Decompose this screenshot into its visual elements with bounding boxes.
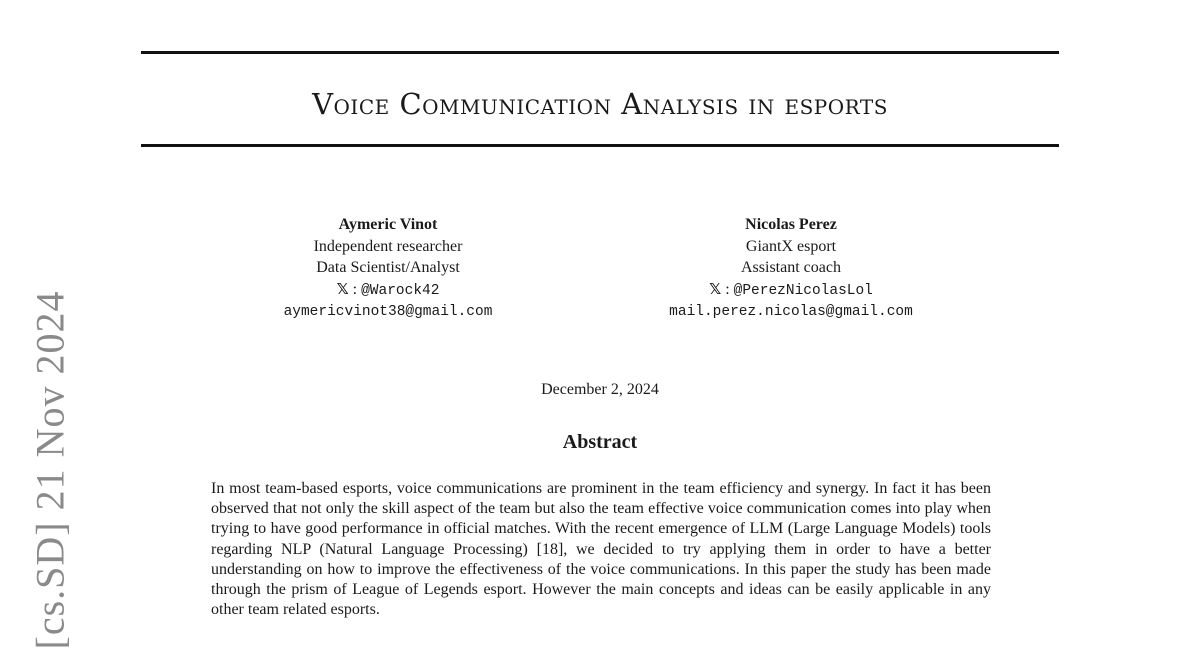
author-name: Aymeric Vinot (338, 216, 438, 233)
x-logo-icon: 𝕏 (709, 279, 722, 298)
author-email[interactable]: mail.perez.nicolas@gmail.com (669, 304, 913, 320)
paper-date: December 2, 2024 (541, 381, 659, 398)
abstract-body: In most team-based esports, voice communications are prominent in the team efficiency and synergy. In fact it has been observed that not only the skill aspect of the team but also the team effective voice communication comes into play when trying to have good performance in official matches. With the recent emergence of LLM (Large Language Models) tools regarding NLP (Natural Language Processing) [18], we decided to try applying them in order to have a better understanding on how to improve the effectiveness of the voice communications. In this paper the study has been made through the prism of League of Legends esport. However the main concepts and ideas can be easily applicable in any other team related esports. (211, 480, 991, 619)
x-separator: : (348, 280, 362, 298)
author-x-line (198, 279, 578, 303)
paper-title: Voice Communication Analysis in esports (312, 87, 888, 121)
x-logo-icon: 𝕏 (336, 279, 349, 298)
x-separator: : (721, 280, 734, 298)
author-block (198, 214, 578, 324)
author-name: Nicolas Perez (745, 216, 837, 233)
abstract-heading: Abstract (562, 431, 638, 453)
author-x-line (601, 279, 981, 303)
title-rule-bottom (141, 144, 1059, 147)
author-x-handle[interactable]: @PerezNicolasLol (733, 282, 873, 299)
title-rule-top (141, 51, 1059, 54)
author-x-handle[interactable]: @Warock42 (361, 282, 440, 299)
author-block (601, 214, 981, 324)
author-role: Assistant coach (741, 259, 841, 276)
arxiv-stamp: [cs.SD] 21 Nov 2024 (27, 290, 73, 650)
author-email[interactable]: aymericvinot38@gmail.com (283, 304, 493, 320)
author-affiliation: GiantX esport (745, 237, 837, 255)
author-affiliation: Independent researcher (313, 237, 463, 255)
author-role: Data Scientist/Analyst (316, 259, 460, 276)
